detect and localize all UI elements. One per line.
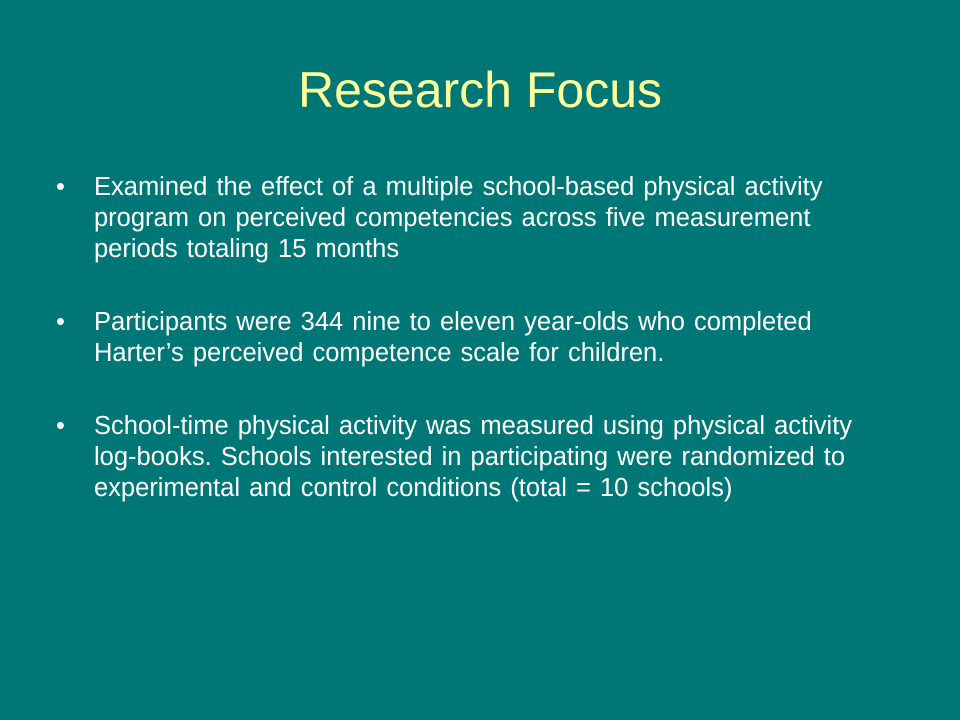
slide-title: Research Focus [297,62,663,118]
bullet-item [56,307,896,369]
bullet-icon: • [56,308,65,336]
bullet-text: Examined the effect of a multiple school-based physical activity program on perceived competencies across five measurement periods totaling 15 months [94,173,823,263]
bullet-list [56,172,896,546]
bullet-text: Participants were 344 nine to eleven year-olds who completed Harter’s perceived competence scale for children. [94,308,812,367]
bullet-icon: • [56,173,65,201]
bullet-icon: • [56,412,65,440]
bullet-text: School-time physical activity was measured using physical activity log-books. Schools interested in participating were randomized to experimental and control conditions (total = 10 schools) [94,412,853,502]
bullet-item [56,411,896,504]
bullet-item [56,172,896,265]
